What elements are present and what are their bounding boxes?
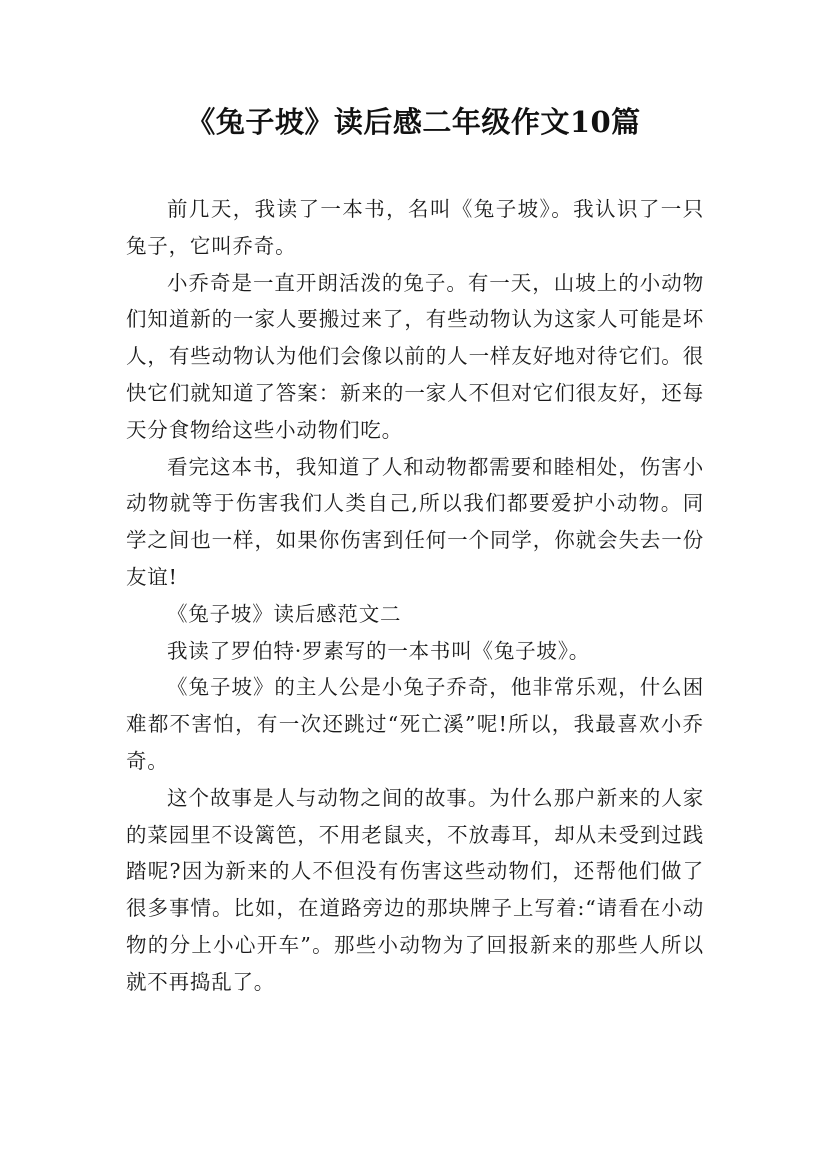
paragraph-6: 这个故事是人与动物之间的故事。为什么那户新来的人家的菜园里不设篱笆，不用老鼠夹，不放毒耳，却从未受到过践踏呢?因为新来的人不但没有伤害这些动物们，还帮他们做了很多事情。比如，在道路旁边的那块牌子上写着:“请看在小动物的分上小心开车”。那些小动物为了回报新来的那些人所以就不再捣乱了。 [126, 785, 704, 994]
document-title: 《兔子坡》读后感二年级作文10篇 [186, 105, 641, 139]
section-heading-2: 《兔子坡》读后感范文二 [167, 601, 402, 626]
document-body [126, 191, 704, 1001]
paragraph-3: 看完这本书，我知道了人和动物都需要和睦相处，伤害小动物就等于伤害我们人类自己,所以我们都要爱护小动物。同学之间也一样，如果你伤害到任何一个同学，你就会失去一份友谊! [126, 454, 704, 589]
paragraph-1: 前几天，我读了一本书，名叫《兔子坡》。我认识了一只兔子，它叫乔奇。 [126, 197, 704, 258]
paragraph-5: 《兔子坡》的主人公是小兔子乔奇，他非常乐观，什么困难都不害怕，有一次还跳过“死亡溪”呢!所以，我最喜欢小乔奇。 [126, 675, 704, 773]
paragraph-4: 我读了罗伯特·罗素写的一本书叫《兔子坡》。 [167, 638, 591, 663]
paragraph-2: 小乔奇是一直开朗活泼的兔子。有一天，山坡上的小动物们知道新的一家人要搬过来了，有些动物认为这家人可能是坏人，有些动物认为他们会像以前的人一样友好地对待它们。很快它们就知道了答案：新来的一家人不但对它们很友好，还每天分食物给这些小动物们吃。 [126, 270, 704, 442]
